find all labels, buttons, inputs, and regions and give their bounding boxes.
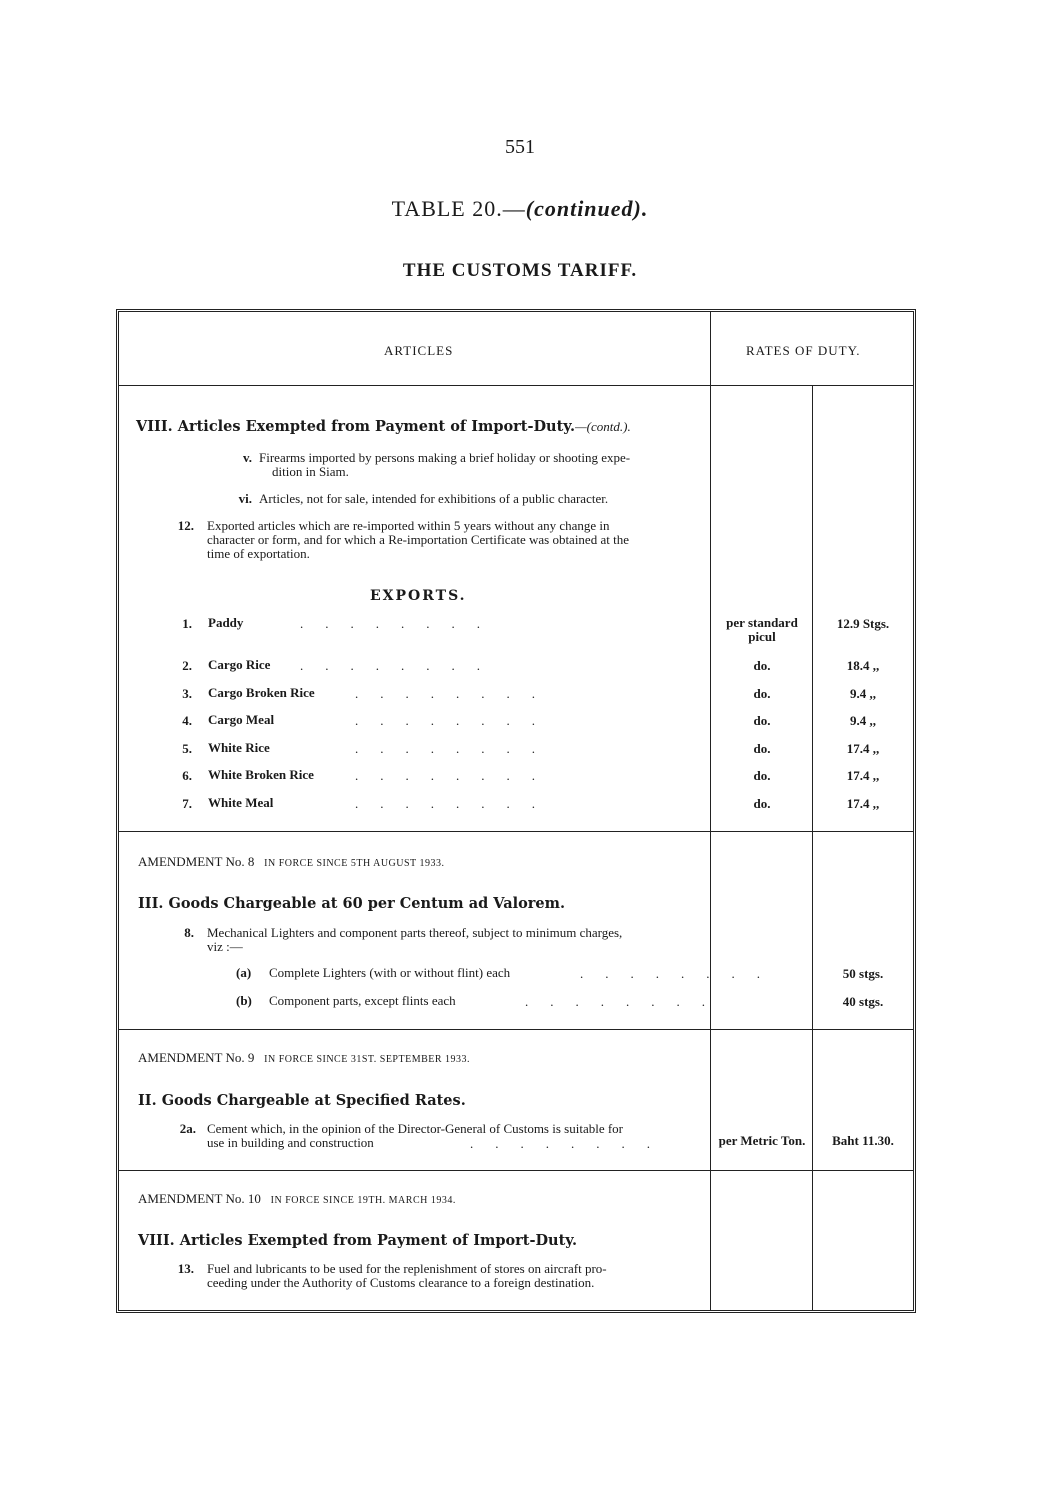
subitem-a-rate: 50 stgs.	[842, 966, 884, 981]
column-divider-articles	[710, 312, 711, 1310]
header-articles: ARTICLES	[384, 343, 454, 358]
item-v-line2: dition in Siam.	[272, 464, 349, 479]
export-row-5-name: White Rice	[208, 740, 270, 755]
subitem-a-leader: ........	[580, 966, 782, 981]
export-row-1-unit-line2: picul	[748, 629, 776, 644]
item-v-line1: Firearms imported by persons making a brief holiday or shooting expe-	[259, 450, 631, 465]
page-number: 551	[505, 136, 535, 158]
exports-heading: EXPORTS.	[370, 588, 467, 604]
export-row-6-leader: ........	[355, 768, 557, 783]
rule-after-exports	[119, 831, 913, 832]
item-13-line2: ceeding under the Authority of Customs clearance to a foreign destination.	[207, 1275, 595, 1290]
export-row-4-rate: 9.4 ,,	[850, 713, 876, 728]
export-row-7-leader: ........	[355, 796, 557, 811]
column-divider-rates	[812, 385, 813, 1310]
section-viii-exempt-heading	[138, 1232, 577, 1249]
export-row-2-leader: ........	[300, 658, 502, 673]
export-row-1-unit-line1: per standard	[726, 615, 798, 630]
section-iii-numeral: III.	[138, 895, 164, 912]
header-rule	[119, 385, 913, 386]
amendment-10-heading	[138, 1191, 456, 1207]
item-12-number: 12.	[177, 518, 194, 533]
export-row-5-number: 5.	[182, 741, 192, 756]
header-rates-of-duty: RATES OF DUTY.	[746, 343, 861, 358]
export-row-5-leader: ........	[355, 741, 557, 756]
subitem-a-text: Complete Lighters (with or without flint) each	[269, 965, 511, 980]
export-row-6-unit: do.	[753, 768, 771, 783]
export-row-5-rate: 17.4 ,,	[846, 741, 880, 756]
export-row-5-unit: do.	[753, 741, 771, 756]
rule-after-amendment8	[119, 1029, 913, 1030]
subitem-b-letter: (b)	[236, 993, 252, 1008]
amendment-9-heading	[138, 1050, 470, 1066]
export-row-6-number: 6.	[182, 768, 192, 783]
item-v-number: v.	[242, 450, 252, 465]
export-row-1-leader: ........	[300, 616, 502, 631]
item-2a-unit: per Metric Ton.	[718, 1133, 806, 1148]
export-row-1-unit	[714, 616, 810, 644]
export-row-2-rate: 18.4 ,,	[846, 658, 880, 673]
item-8-line1: Mechanical Lighters and component parts thereof, subject to minimum charges,	[207, 925, 623, 940]
item-2a-number: 2a.	[179, 1121, 196, 1136]
table-title-suffix: (continued).	[525, 196, 649, 221]
export-row-2-unit: do.	[753, 658, 771, 673]
item-13-number: 13.	[177, 1261, 194, 1276]
export-row-2-number: 2.	[182, 658, 192, 673]
rule-after-amendment9	[119, 1170, 913, 1171]
item-8-line2: viz :—	[207, 939, 243, 954]
item-2a-line2: use in building and construction	[207, 1135, 374, 1150]
section-ii-numeral: II.	[138, 1092, 157, 1109]
item-12-line1: Exported articles which are re-imported within 5 years without any change in	[207, 518, 610, 533]
export-row-3-unit: do.	[753, 686, 771, 701]
section-viii-title: Articles Exempted from Payment of Import-Duty.	[177, 418, 576, 435]
item-2a-line1: Cement which, in the opinion of the Director-General of Customs is suitable for	[207, 1121, 624, 1136]
export-row-3-rate: 9.4 ,,	[850, 686, 876, 701]
export-row-7-rate: 17.4 ,,	[846, 796, 880, 811]
subitem-b-rate: 40 stgs.	[842, 994, 884, 1009]
item-vi-number: vi.	[238, 491, 252, 506]
export-row-6-rate: 17.4 ,,	[846, 768, 880, 783]
subitem-b-leader: ........	[525, 994, 727, 1009]
export-row-7-unit: do.	[753, 796, 771, 811]
item-12-line3: time of exportation.	[207, 546, 310, 561]
item-2a-rate: Baht 11.30.	[832, 1133, 894, 1148]
section-viii-heading	[136, 418, 631, 435]
export-row-1-rate: 12.9 Stgs.	[836, 616, 890, 631]
item-2a-leader: ........	[470, 1136, 672, 1151]
amendment-10-since: IN FORCE SINCE 19TH. MARCH 1934.	[270, 1195, 456, 1206]
section-viii-contd: —(contd.).	[575, 419, 631, 434]
export-row-1-name: Paddy	[208, 615, 244, 630]
amendment-8-label: AMENDMENT No. 8	[138, 854, 255, 869]
export-row-7-name: White Meal	[208, 795, 274, 810]
export-row-6-name: White Broken Rice	[208, 767, 314, 782]
export-row-4-unit: do.	[753, 713, 771, 728]
section-viii-exempt-title: Articles Exempted from Payment of Import-Duty.	[179, 1232, 578, 1249]
section-viii-numeral: VIII.	[136, 418, 173, 435]
amendment-10-label: AMENDMENT No. 10	[138, 1191, 261, 1206]
amendment-8-since: IN FORCE SINCE 5TH AUGUST 1933.	[264, 858, 445, 869]
section-ii-heading	[138, 1092, 466, 1109]
export-row-2-name: Cargo Rice	[208, 657, 271, 672]
section-iii-title: Goods Chargeable at 60 per Centum ad Valorem.	[168, 895, 566, 912]
amendment-9-since: IN FORCE SINCE 31ST. SEPTEMBER 1933.	[264, 1054, 471, 1065]
amendment-9-label: AMENDMENT No. 9	[138, 1050, 255, 1065]
export-row-4-name: Cargo Meal	[208, 712, 275, 727]
export-row-3-name: Cargo Broken Rice	[208, 685, 315, 700]
table-title-prefix: TABLE 20.—	[391, 196, 526, 221]
item-12-line2: character or form, and for which a Re-importation Certificate was obtained at the	[207, 532, 629, 547]
item-vi-text: Articles, not for sale, intended for exhibitions of a public character.	[259, 491, 609, 506]
tariff-title: THE CUSTOMS TARIFF.	[402, 260, 638, 281]
export-row-3-leader: ........	[355, 686, 557, 701]
amendment-8-heading	[138, 854, 445, 870]
section-viii-exempt-numeral: VIII.	[138, 1232, 175, 1249]
section-iii-heading	[138, 895, 565, 912]
export-row-4-number: 4.	[182, 713, 192, 728]
export-row-3-number: 3.	[182, 686, 192, 701]
section-ii-title: Goods Chargeable at Specified Rates.	[161, 1092, 466, 1109]
export-row-1-number: 1.	[182, 616, 192, 631]
item-13-line1: Fuel and lubricants to be used for the replenishment of stores on aircraft pro-	[207, 1261, 607, 1276]
export-row-4-leader: ........	[355, 713, 557, 728]
export-row-7-number: 7.	[182, 796, 192, 811]
subitem-b-text: Component parts, except flints each	[269, 993, 456, 1008]
subitem-a-letter: (a)	[236, 965, 252, 980]
item-8-number: 8.	[184, 925, 194, 940]
table-title	[0, 196, 1040, 222]
